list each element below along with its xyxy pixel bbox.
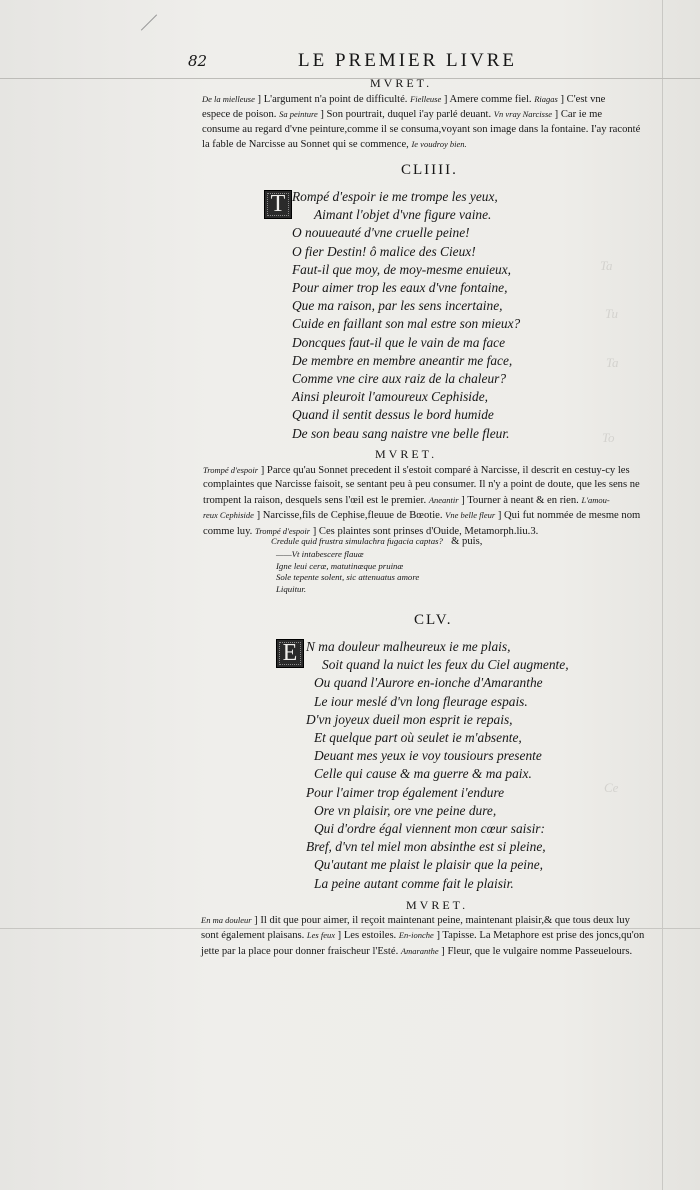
lemma: Trompé d'espoir [254, 525, 311, 536]
verse-line: Pour aimer trop les eaux d'vne fontaine, [292, 280, 508, 296]
verse-line: La peine autant comme fait le plaisir. [314, 875, 514, 891]
lemma: reux Cephiside [203, 510, 254, 521]
latin-quote-line: Liquitur. [276, 583, 307, 594]
verse-line: Et quelque part où seulet ie m'absente, [314, 730, 522, 746]
bleed-through-mark: Tu [605, 306, 619, 321]
commentary-label: MVRET. [406, 898, 469, 912]
lemma: De la mielleuse [202, 94, 255, 104]
lemma: En ma douleur [201, 915, 252, 925]
sonnet-number: CLIIII. [401, 162, 458, 178]
latin-quote-tail: & puis, [451, 536, 483, 547]
lemma: Amaranthe [400, 945, 439, 956]
gloss: ] Les estoiles. [335, 930, 399, 942]
gloss: ] Amere comme fiel. [441, 94, 535, 105]
commentary-line [203, 478, 640, 492]
bleed-through-mark: To [602, 430, 615, 445]
bleed-through-mark: Ta [606, 355, 619, 370]
dropcap-initial: T [264, 190, 292, 219]
verse-line: Cuide en faillant son mal estre son mieux? [292, 316, 521, 332]
verse-line: N ma douleur malheureux ie me plais, [306, 639, 511, 654]
lemma: Vn vray Narcisse [493, 109, 553, 120]
latin-quote-line: Credule quid frustra simulachra fugacia captas? [271, 536, 443, 546]
lemma: Fielleuse [410, 94, 442, 104]
gloss: la fable de Narcisse au Sonnet qui se commence, [202, 139, 412, 151]
ink-scratch [141, 14, 157, 30]
verse-line: Ou quand l'Aurore en-ionche d'Amaranthe [314, 675, 543, 691]
latin-quote [276, 549, 419, 595]
bleed-through-mark: Ce [604, 780, 619, 795]
lemma: En-ionche [398, 930, 434, 941]
verse-line: Qu'autant me plaist le plaisir que la peine, [314, 857, 543, 873]
gloss: ] L'argument n'a point de difficulté. [254, 94, 411, 105]
lemma: Ie voudroy bien. [411, 139, 467, 150]
verse-line: Aimant l'objet d'vne figure vaine. [314, 207, 492, 223]
lemma: L'amou- [581, 494, 610, 505]
verse-line: O fier Destin! ô malice des Cieux! [292, 243, 476, 259]
gloss: ] Ces plaintes sont prinses d'Ouide, Metamorph.liu.3. [310, 525, 539, 537]
lemma: Riagas [534, 94, 558, 104]
commentary-label: MVRET. [375, 447, 438, 461]
commentary-label: MVRET. [370, 76, 433, 90]
verse-line: Que ma raison, par les sens incertaine, [292, 298, 503, 314]
verse-line: Ore vn plaisir, ore vne peine dure, [314, 802, 497, 818]
commentary-line [201, 913, 644, 928]
commentary-middle [203, 463, 640, 539]
gloss: ] Car ie me [552, 109, 603, 121]
gloss: comme luy. [203, 525, 255, 537]
page-number: 82 [188, 52, 208, 70]
verse-line: Bref, d'vn tel miel mon absinthe est si pleine, [306, 839, 546, 855]
commentary-line [201, 928, 644, 943]
commentary-line [202, 92, 640, 107]
latin-quote-line: Sole tepente solent, sic attenuatus amore [276, 572, 420, 583]
verse-line: Pour l'aimer trop également i'endure [306, 784, 505, 800]
running-head: LE PREMIER LIVRE [298, 50, 517, 71]
verse-line: Doncques faut-il que le vain de ma face [292, 334, 506, 350]
lemma: Vne belle fleur [445, 510, 496, 521]
commentary-line [202, 107, 640, 122]
commentary-line [202, 137, 640, 152]
gloss: ] Fleur, que le vulgaire nomme Passeuelours. [438, 945, 633, 957]
verse-line: Comme vne cire aux raiz de la chaleur? [292, 371, 507, 387]
sonnet-number: CLV. [414, 612, 453, 628]
sonnet-text [306, 638, 569, 893]
gloss: complaintes que Narcisse faisoit, se sentant peu à peu consumer. Il n'y a point de doute, que les sens ne [203, 479, 640, 491]
verse-line: De membre en membre aneantir me face, [292, 352, 513, 368]
gloss: ] Son pourtrait, duquel i'ay parlé deuant. [317, 109, 494, 121]
scan-rule-top [0, 78, 700, 79]
gloss: ] Il dit que pour aimer, il reçoit maintenant peine, maintenant plaisir,& que tous deux luy [251, 915, 630, 926]
gloss: ] Narcisse,fils de Cephise,fleuue de Bœotie. [253, 510, 446, 522]
commentary-line [202, 123, 640, 137]
gloss: consume au regard d'vne peinture,comme il se consuma,voyant son image dans la fontaine. I'ay raconté [202, 123, 641, 135]
verse-line: Qui d'ordre égal viennent mon cœur saisir: [314, 821, 545, 837]
verse-line: De son beau sang naistre vne belle fleur. [292, 425, 510, 441]
commentary-bottom [201, 913, 644, 959]
dropcap-initial: E [276, 639, 304, 668]
commentary-line [203, 493, 640, 508]
gloss: ] C'est vne [557, 94, 606, 105]
gloss: ] Qui fut nommée de mesme nom [495, 510, 641, 522]
gloss: jette par la place pour donner fraischeur l'Esté. [201, 945, 401, 957]
gloss: ] Tourner à neant & en rien. [458, 494, 582, 506]
verse-line: Le iour meslé d'vn long fleurage espais. [314, 693, 528, 709]
latin-quote-line: Igne leui ceræ, matutinæque pruinæ [276, 560, 404, 571]
verse-line: Quand il sentit dessus le bord humide [292, 407, 494, 423]
commentary-top [202, 92, 640, 153]
verse-line: Deuant mes yeux ie voy tousiours presente [314, 748, 542, 764]
commentary-line [203, 463, 640, 478]
page-fold-line [662, 0, 663, 1190]
lemma: Trompé d'espoir [203, 465, 259, 475]
sonnet-text [292, 188, 520, 443]
verse-line: Soit quand la nuict les feux du Ciel augmente, [322, 657, 569, 673]
gloss: espece de poison. [202, 109, 280, 121]
lemma: Les feux [306, 930, 336, 941]
verse-line: Celle qui cause & ma guerre & ma paix. [314, 766, 532, 782]
verse-line: Ainsi pleuroit l'amoureux Cephiside, [292, 389, 489, 405]
bleed-through-mark: Ta [600, 258, 613, 273]
commentary-line [203, 508, 640, 523]
commentary-line [201, 944, 644, 959]
gloss: ] Tapisse. La Metaphore est prise des joncs,qu'on [433, 930, 645, 942]
gloss: ] Parce qu'au Sonnet precedent il s'estoit comparé à Narcisse, il descrit en cestuy-cy les [258, 465, 630, 476]
latin-quote-first [271, 536, 482, 548]
lemma: Sa peinture [279, 109, 318, 120]
lemma: Aneantir [428, 494, 459, 505]
latin-quote-line: ——Vt intabescere flauæ [276, 549, 364, 559]
gloss: trompent la raison, desquels sens l'œil est le premier. [203, 494, 429, 506]
verse-line: O nouueauté d'vne cruelle peine! [292, 225, 470, 241]
verse-line: Faut-il que moy, de moy-mesme enuieux, [292, 261, 512, 277]
verse-line: D'vn joyeux dueil mon esprit ie repais, [306, 711, 513, 727]
verse-line: Rompé d'espoir ie me trompe les yeux, [292, 189, 498, 204]
gloss: sont également plaisans. [201, 930, 307, 942]
